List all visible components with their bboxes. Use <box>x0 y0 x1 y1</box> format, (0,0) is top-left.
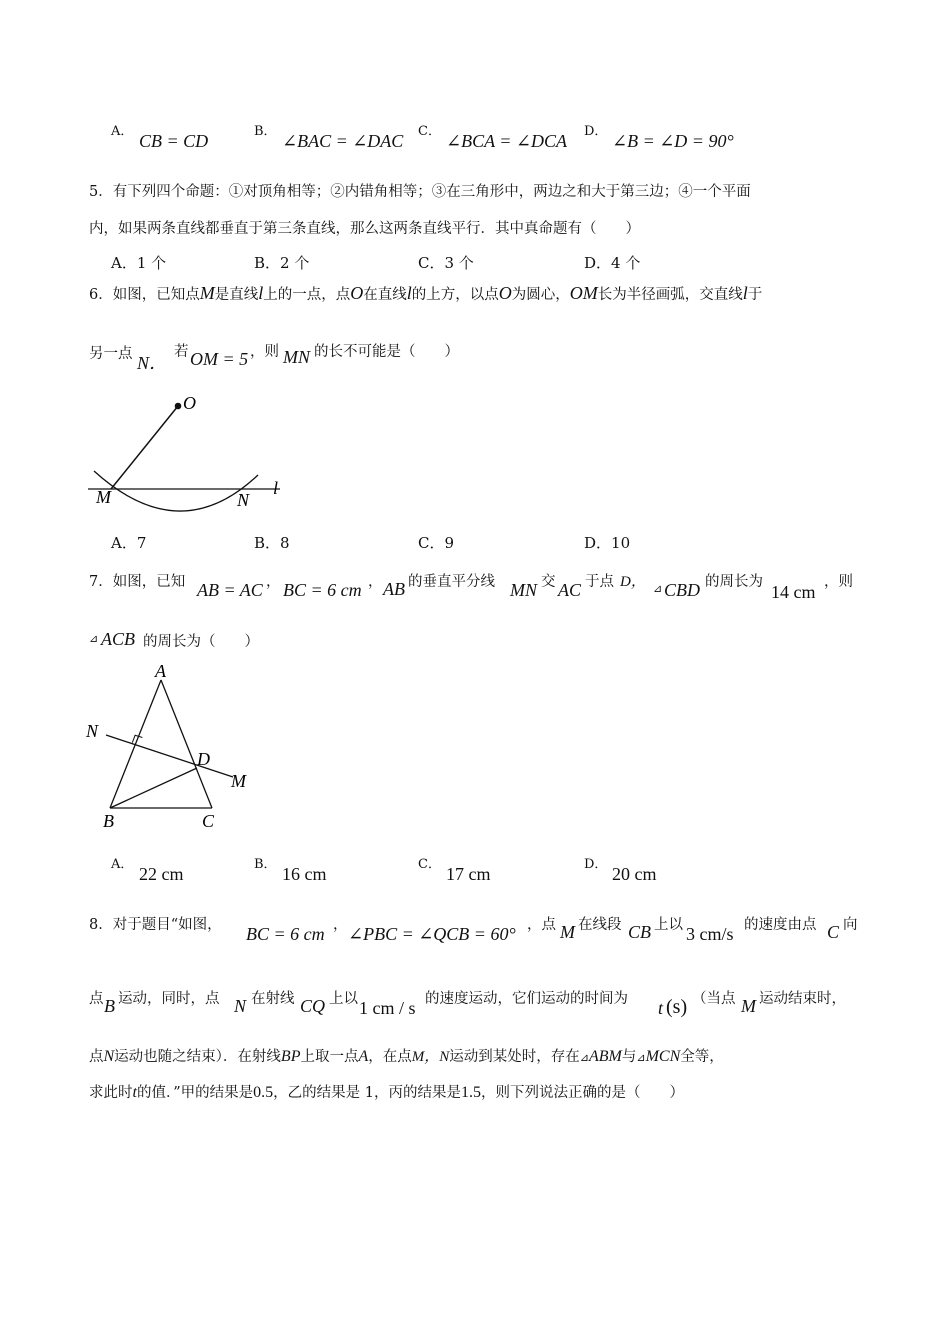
q6-text: 是直线 <box>214 287 259 303</box>
q8-math: A <box>358 1048 369 1065</box>
q8-text: 运动结束时， <box>759 991 846 1007</box>
q6-math: OM = 5 <box>190 349 249 369</box>
q7-math: MN <box>510 580 537 600</box>
q5-line-1: 5．有下列四个命题：①对顶角相等；②内错角相等；③在三角形中，两边之和大于第三边；④一个平面 <box>89 184 751 200</box>
q8-text: 在射线 <box>251 991 295 1007</box>
q6-text: 的上方，以点 <box>411 287 499 303</box>
q7-text: 的垂直平分线 <box>408 574 495 590</box>
q7-text: 交 <box>541 574 556 590</box>
q8-math: M <box>560 922 575 942</box>
q8-text: （当点 <box>692 991 736 1007</box>
q6-fig-label-l: l <box>273 478 279 498</box>
q7-option-a-letter: A． <box>111 857 134 872</box>
q8-math: CQ <box>300 996 326 1016</box>
q8-text: 在线段 <box>578 917 622 933</box>
q6-text: 在直线 <box>363 287 407 303</box>
q8-math: BC = 6 cm <box>246 924 325 944</box>
q8-math: t <box>132 1084 137 1101</box>
q8-math: (s) <box>666 996 688 1018</box>
q7-math: ACB <box>101 629 135 649</box>
q6-math: l <box>258 283 264 303</box>
q7-text: ，则 <box>824 574 853 590</box>
q6-fig-label-n: N <box>237 490 250 510</box>
q8-text: 的值．”甲的结果是 <box>136 1085 254 1101</box>
q6-text: 长为半径画弧，交直线 <box>597 287 743 303</box>
q7-fig-label-b: B <box>103 811 114 831</box>
q7-fig-label-m: M <box>231 771 246 791</box>
q6-option-d: D．10 <box>584 534 631 552</box>
q4-option-c-expr: ∠BCA = ∠DCA <box>446 131 567 151</box>
q7-figure <box>80 655 270 835</box>
q6-math: O <box>350 283 364 303</box>
q7-math: BC = 6 cm <box>283 580 362 600</box>
q7-fig-label-n: N <box>86 721 99 741</box>
q4-option-d-letter: D． <box>584 124 608 139</box>
q6-text: 于 <box>747 287 763 303</box>
q7-text: ， <box>368 574 383 590</box>
q6-figure <box>80 385 300 520</box>
q8-text: ，在点 <box>368 1049 412 1065</box>
q7-fig-label-d: D <box>197 749 210 769</box>
q8-math: M，N <box>411 1049 450 1065</box>
q6-text: 6．如图，已知点 <box>89 287 200 303</box>
q8-text: 与 <box>621 1049 637 1065</box>
q8-text: 运动，同时，点 <box>118 991 220 1007</box>
q5-option-a: A．1 个 <box>111 254 167 272</box>
q7-option-c-value: 17 cm <box>446 864 491 884</box>
q6-text: 另一点 <box>89 346 133 362</box>
q6-math: N． <box>137 353 168 373</box>
q6-math: O <box>498 283 512 303</box>
q8-math: B <box>104 996 115 1016</box>
q7-option-c-letter: C． <box>418 857 441 872</box>
q5-line-2: 内，如果两条直线都垂直于第三条直线，那么这两条直线平行．其中真命题有（ ） <box>89 221 640 237</box>
q8-text: ，则下列说法正确的是（ ） <box>480 1085 684 1101</box>
q6-text: 的长不可能是（ ） <box>314 344 459 360</box>
q4-option-a-letter: A． <box>111 124 134 139</box>
q6-text: 上的一点，点 <box>263 287 351 303</box>
q7-option-b-letter: B． <box>254 857 277 872</box>
q8-math: 0.5 <box>253 1084 274 1101</box>
q6-math: OM <box>569 283 598 303</box>
q7-math: CBD <box>664 580 700 600</box>
q8-text: 点 <box>89 1049 104 1065</box>
q6-option-c: C．9 <box>418 534 455 552</box>
q8-triangle-sign: ⊿ <box>579 1051 589 1064</box>
q4-option-c-letter: C． <box>418 124 441 139</box>
q6-math: l <box>406 283 412 303</box>
q8-text: 运动到某处时，存在 <box>449 1049 580 1065</box>
q8-math: 1.5 <box>460 1084 481 1101</box>
q8-math: 3 cm/s <box>686 924 734 944</box>
q6-fig-label-o: O <box>183 393 196 413</box>
q8-line-4 <box>89 1081 684 1102</box>
q8-text: 的速度运动，它们运动的时间为 <box>425 991 628 1007</box>
q6-fig-label-m: M <box>96 487 111 507</box>
q8-line-3 <box>89 1045 724 1066</box>
q7-text: 的周长为 <box>705 574 763 590</box>
q8-text: 上取一点 <box>300 1049 359 1065</box>
q8-math: M <box>741 996 756 1016</box>
q8-text: ，点 <box>527 917 556 933</box>
q8-math: CB <box>628 922 652 942</box>
q8-math: ABM <box>588 1048 622 1065</box>
q8-text: 向 <box>843 917 858 933</box>
q7-math: 14 cm <box>771 582 816 602</box>
q7-text: 于点 <box>585 574 614 590</box>
q8-math: 1 cm / s <box>359 998 416 1018</box>
q4-option-d-expr: ∠B = ∠D = 90° <box>612 131 734 151</box>
q6-line-1 <box>89 283 762 304</box>
q8-text: 求此时 <box>89 1085 133 1101</box>
q5-option-b: B．2 个 <box>254 254 310 272</box>
q8-text: ， <box>333 917 348 933</box>
q8-text: 8．对于题目“如图， <box>89 917 222 933</box>
q7-text: ， <box>266 574 281 590</box>
q8-math: C <box>827 922 840 942</box>
q7-option-a-value: 22 cm <box>139 864 184 884</box>
q7-option-d-letter: D． <box>584 857 608 872</box>
q8-math: N <box>103 1048 115 1065</box>
q8-math: N <box>234 996 247 1016</box>
q7-math: AC <box>558 580 582 600</box>
q8-text: ，乙的结果是 1，丙的结果是 <box>273 1085 461 1101</box>
q6-text: ，则 <box>250 344 279 360</box>
q8-text: 上以 <box>329 991 358 1007</box>
q4-option-a-expr: CB = CD <box>139 131 209 151</box>
q6-text: 若 <box>174 344 189 360</box>
q5-option-d: D．4 个 <box>584 254 641 272</box>
q6-text: 为圆心， <box>511 287 570 303</box>
q7-fig-label-a: A <box>155 661 166 681</box>
q7-text: 的周长为（ ） <box>143 634 259 650</box>
q8-text: 上以 <box>654 917 683 933</box>
q7-math: AB = AC <box>197 580 263 600</box>
q8-text: 的速度由点 <box>744 917 817 933</box>
q8-text: 全等， <box>680 1049 724 1065</box>
q7-option-b-value: 16 cm <box>282 864 327 884</box>
q8-math: ∠PBC = ∠QCB = 60° <box>348 924 516 944</box>
q5-option-c: C．3 个 <box>418 254 474 272</box>
q8-text: 点 <box>89 991 104 1007</box>
q7-fig-label-c: C <box>202 811 215 831</box>
q7-math: AB <box>383 579 405 599</box>
q8-math: t <box>658 998 664 1018</box>
q4-option-b-expr: ∠BAC = ∠DAC <box>282 131 404 151</box>
q6-math: l <box>742 283 748 303</box>
q7-option-d-value: 20 cm <box>612 864 657 884</box>
q6-math: M <box>199 283 215 303</box>
q7-triangle-sign: ⊿ <box>653 582 663 595</box>
q8-math: MCN <box>645 1048 681 1065</box>
q6-option-a: A．7 <box>111 534 147 552</box>
q7-math: D， <box>620 574 646 590</box>
q6-option-b: B．8 <box>254 534 290 552</box>
q7-text: 7．如图，已知 <box>89 574 186 590</box>
q6-math: MN <box>283 347 310 367</box>
q8-math: BP <box>280 1048 301 1065</box>
q4-option-b-letter: B． <box>254 124 277 139</box>
q7-triangle-sign: ⊿ <box>89 632 99 645</box>
q8-triangle-sign: ⊿ <box>636 1051 646 1064</box>
q8-text: 运动也随之结束）．在射线 <box>114 1049 281 1065</box>
